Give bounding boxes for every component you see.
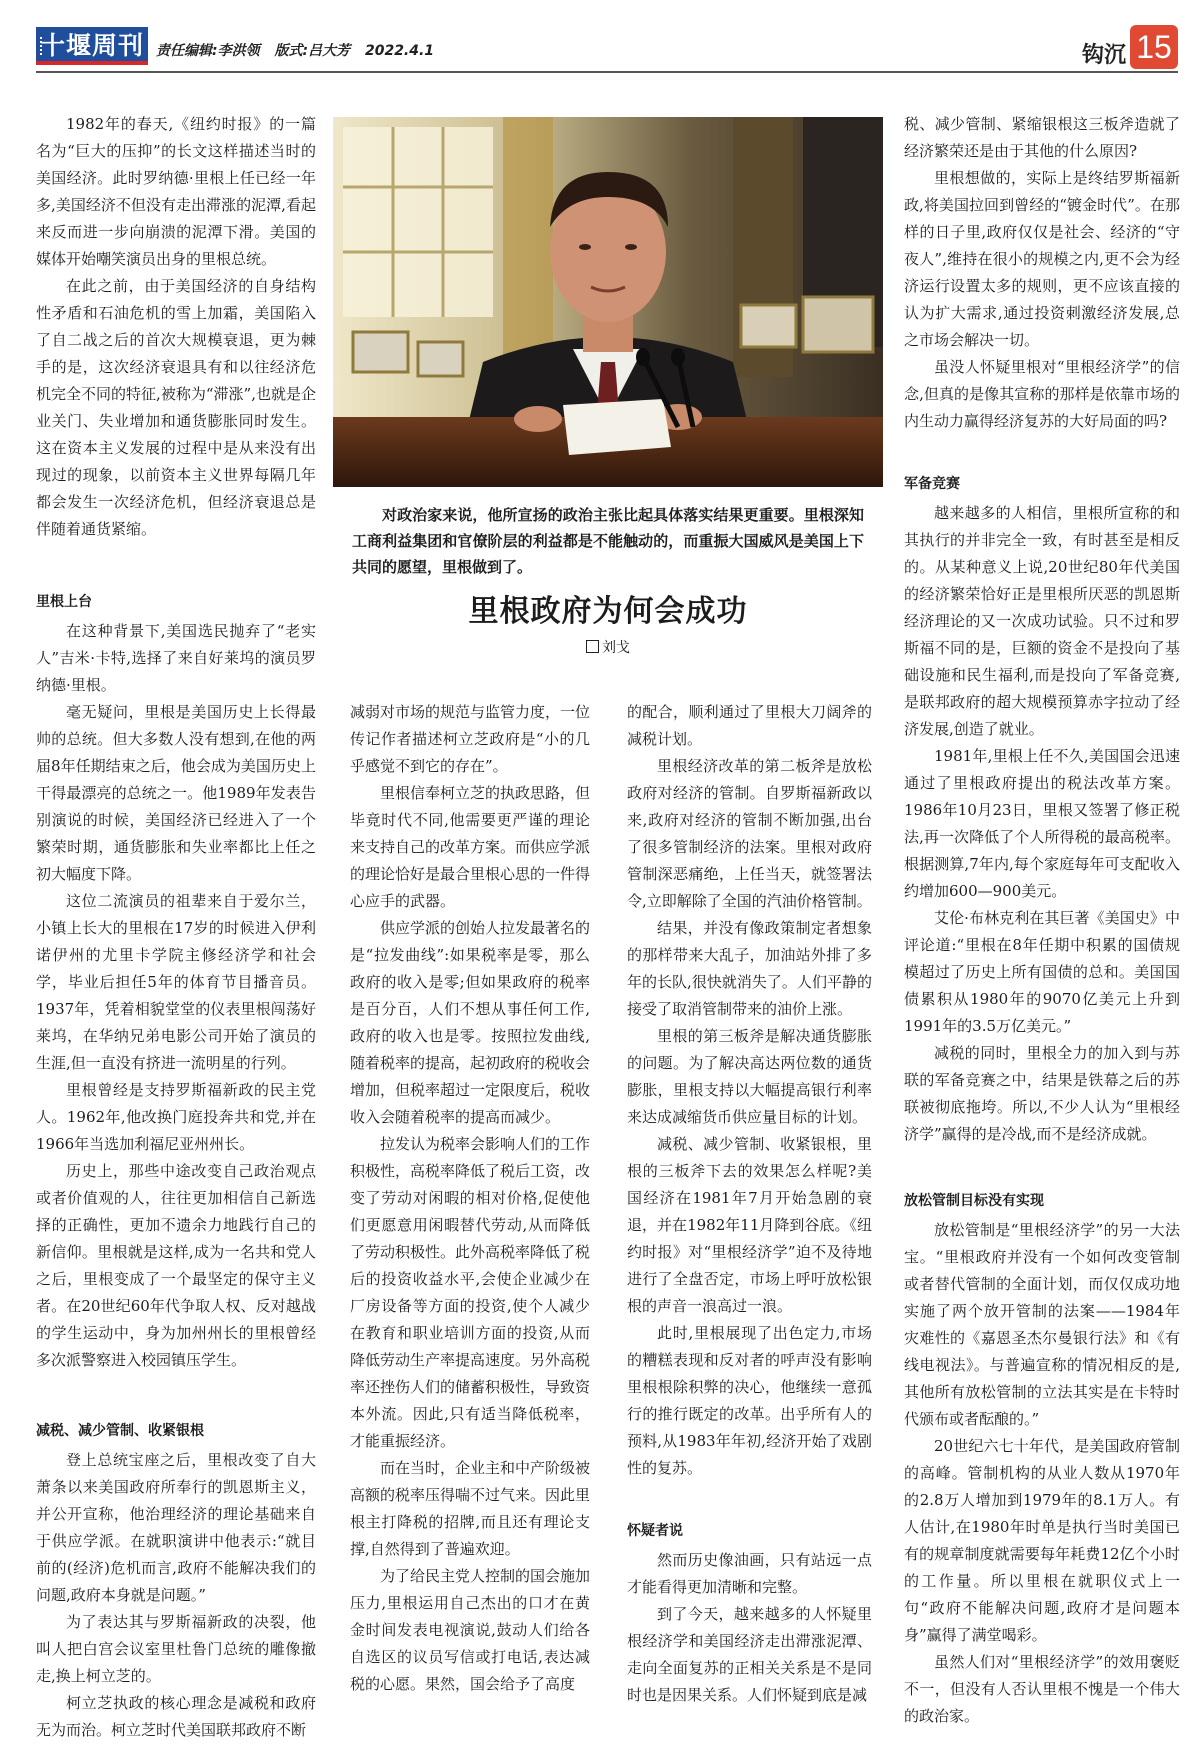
- paragraph: 拉发认为税率会影响人们的工作积极性，高税率降低了税后工资，改变了劳动对闲暇的相对价格,促使他们更愿意用闲暇替代劳动,从而降低了劳动积极性。此外高税率降低了税后的投资收益水平,会使企业减少在厂房设备等方面的投资,使个人减少在教育和职业培训方面的投资,从而降低劳动生产率提高速度。另外高税率还挫伤人们的储蓄积极性，导致资本外流。因此,只有适当降低税率，才能重振经济。: [350, 1135, 591, 1450]
- newspaper-logo: 十堰周刊: [36, 27, 148, 65]
- paragraph: 而在当时，企业主和中产阶级被高额的税率压得喘不过气来。因此里根主打降税的招牌,而且还有理论支撑,自然得到了普遍欢迎。: [350, 1459, 591, 1558]
- paragraph: 减税、减少管制、收紧银根，里根的三板斧下去的效果怎么样呢?美国经济在1981年7月开始急剧的衰退，并在1982年11月降到谷底。《纽约时报》对“里根经济学”迫不及待地进行了全盘否定，市场上呼吁放松银根的声音一浪高过一浪。: [627, 1135, 872, 1315]
- paragraph: 柯立芝执政的核心理念是减税和政府无为而治。柯立芝时代美国联邦政府不断: [36, 1694, 316, 1739]
- paragraph: 然而历史像油画，只有站远一点才能看得更加清晰和完整。: [627, 1551, 872, 1596]
- paragraph: 放松管制是“里根经济学”的另一大法宝。“里根政府并没有一个如何改变管制或者替代管制的全面计划，而仅仅成功地实施了两个放开管制的法案——1984年灾难性的《嘉恩圣杰尔曼银行法》和《有线电视法》。与普遍宣称的情况相反的是,其他所有放松管制的立法其实是在卡特时代颁布或者酝酿的。”: [904, 1221, 1180, 1428]
- author-name: 刘戈: [602, 640, 630, 656]
- paragraph: 历史上，那些中途改变自己政治观点或者价值观的人，往往更加相信自己新选择的正确性，更加不遗余力地践行自己的新信仰。里根就是这样,成为一名共和党人之后，里根变成了一个最坚定的保守主义者。在20世纪60年代争取人权、反对越战的学生运动中，身为加州州长的里根曾经多次派警察进入校园镇压学生。: [36, 1162, 316, 1369]
- byline: [333, 637, 883, 657]
- paragraph: 减弱对市场的规范与监管力度，一位传记作者描述柯立芝政府是“小的几乎感觉不到它的存在”。: [350, 703, 591, 775]
- section-heading: 军备竞赛: [904, 476, 960, 492]
- paragraph: 1982年的春天,《纽约时报》的一篇名为“巨大的压抑”的长文这样描述当时的美国经济。此时罗纳德·里根上任已经一年多,美国经济不但没有走出滞涨的泥潭,看起来反而进一步向崩溃的泥潭下滑。美国的媒体开始嘲笑演员出身的里根总统。: [36, 115, 316, 268]
- article-column-4: [904, 111, 1180, 1730]
- paragraph: 里根曾经是支持罗斯福新政的民主党人。1962年,他改换门庭投奔共和党,并在1966年当选加利福尼亚州州长。: [36, 1081, 316, 1153]
- header-rule: [36, 71, 1178, 73]
- article-column-3: [627, 699, 872, 1709]
- section-name: 钩沉: [1082, 43, 1127, 68]
- paragraph: 虽然人们对“里根经济学”的效用褒贬不一，但没有人否认里根不愧是一个伟大的政治家。: [904, 1653, 1180, 1725]
- paragraph: 为了表达其与罗斯福新政的决裂，他叫人把白宫会议室里杜鲁门总统的雕像撤走,换上柯立芝的。: [36, 1613, 316, 1685]
- byline-box-icon: [586, 640, 599, 653]
- paragraph: 艾伦·布林克利在其巨著《美国史》中评论道:“里根在8年任期中积累的国债规模超过了历史上所有国债的总和。美国国债累积从1980年的9070亿美元上升到1991年的3.5万亿美元。”: [904, 909, 1180, 1035]
- section-heading: 里根上台: [36, 594, 92, 610]
- issue-date: 2022.4.1: [364, 43, 435, 59]
- paragraph: 里根的第三板斧是解决通货膨胀的问题。为了解决高达两位数的通货膨胀，里根支持以大幅提高银行利率来达成减缩货币供应量目标的计划。: [627, 1027, 872, 1126]
- paragraph: 到了今天，越来越多的人怀疑里根经济学和美国经济走出滞涨泥潭、走向全面复苏的正相关关系是不是同时也是因果关系。人们怀疑到底是减: [627, 1605, 872, 1704]
- paragraph: 里根想做的，实际上是终结罗斯福新政,将美国拉回到曾经的“镀金时代”。在那样的日子里,政府仅仅是社会、经济的“守夜人”,维持在很小的规模之内,更不会为经济运行设置太多的规则，更不应该直接的认为扩大需求,通过投资刺激经济发展,总之市场会解决一切。: [904, 169, 1180, 349]
- paragraph: 里根经济改革的第二板斧是放松政府对经济的管制。自罗斯福新政以来,政府对经济的管制不断加强,出台了很多管制经济的法案。里根对政府管制深恶痛绝，上任当天，就签署法令,立即解除了全国的汽油价格管制。: [627, 757, 872, 910]
- paragraph: 在这种背景下,美国选民抛弃了“老实人”吉米·卡特,选择了来自好莱坞的演员罗纳德·里根。: [36, 622, 316, 694]
- section-heading: 怀疑者说: [627, 1523, 683, 1539]
- section-heading: 减税、减少管制、收紧银根: [36, 1423, 204, 1439]
- paragraph: 的配合，顺利通过了里根大刀阔斧的减税计划。: [627, 703, 872, 748]
- photo-illustration: [333, 117, 883, 487]
- paragraph: 结果，并没有像政策制定者想象的那样带来大乱子，加油站外排了多年的长队,很快就消失了。人们平静的接受了取消管制带来的油价上涨。: [627, 919, 872, 1018]
- paragraph: 在此之前，由于美国经济的自身结构性矛盾和石油危机的雪上加霜，美国陷入了自二战之后的首次大规模衰退，更为棘手的是，这次经济衰退具有和以往经济危机完全不同的特征,被称为“滞涨”,也就是企业关门、失业增加和通货膨胀同时发生。这在资本主义发展的过程中是从来没有出现过的现象，以前资本主义世界每隔几年都会发生一次经济危机，但经济衰退总是伴随着通货紧缩。: [36, 277, 316, 538]
- article-column-1: [36, 111, 316, 1744]
- photo-caption: 对政治家来说，他所宣扬的政治主张比起具体落实结果更重要。里根深知工商利益集团和官僚阶层的利益都是不能触动的，而重振大国威风是美国上下共同的愿望，里根做到了。: [352, 506, 864, 576]
- header-meta: [156, 40, 444, 60]
- paragraph: 税、减少管制、紧缩银根这三板斧造就了经济繁荣还是由于其他的什么原因?: [904, 115, 1180, 160]
- reagan-photo: [333, 117, 883, 487]
- paragraph: 减税的同时，里根全力的加入到与苏联的军备竞赛之中，结果是铁幕之后的苏联被彻底拖垮。所以,不少人认为“里根经济学”赢得的是冷战,而不是经济成就。: [904, 1044, 1180, 1143]
- page-number-badge: 15: [1130, 25, 1178, 69]
- article-title: 里根政府为何会成功: [468, 594, 748, 629]
- article-column-2: [350, 699, 590, 1698]
- paragraph: 里根信奉柯立芝的执政思路，但毕竟时代不同,他需要更严谨的理论来支持自己的改革方案。而供应学派的理论恰好是最合里根心思的一件得心应手的武器。: [350, 784, 591, 910]
- paragraph: 虽没人怀疑里根对“里根经济学”的信念,但真的是像其宣称的那样是依靠市场的内生动力赢得经济复苏的大好局面的吗?: [904, 358, 1180, 430]
- paragraph: 供应学派的创始人拉发最著名的是“拉发曲线”:如果税率是零，那么政府的收入是零;但如果政府的税率是百分百，人们不想从事任何工作,政府的收入也是零。按照拉发曲线,随着税率的提高，起初政府的税收会增加，但税率超过一定限度后，税收收入会随着税率的提高而减少。: [350, 919, 591, 1126]
- section-heading: 放松管制目标没有实现: [904, 1193, 1044, 1209]
- layout-credit: 版式:吕大芳: [274, 43, 351, 59]
- editor-credit: 责任编辑:李洪领: [156, 43, 260, 59]
- paragraph: 此时,里根展现了出色定力,市场的糟糕表现和反对者的呼声没有影响里根根除积弊的决心，他继续一意孤行的推行既定的改革。出乎所有人的预料,从1983年年初,经济开始了戏剧性的复苏。: [627, 1324, 872, 1477]
- paragraph: 为了给民主党人控制的国会施加压力,里根运用自己杰出的口才在黄金时间发表电视演说,鼓动人们给各自选区的议员写信或打电话,表达减税的心愿。果然，国会给予了高度: [350, 1567, 591, 1693]
- paragraph: 越来越多的人相信，里根所宣称的和其执行的并非完全一致，有时甚至是相反的。从某种意义上说,20世纪80年代美国的经济繁荣恰好正是里根所厌恶的凯恩斯经济理论的又一次成功试验。只不过和罗斯福不同的是，巨额的资金不是投向了基础设施和民生福利,而是投向了军备竞赛,是联邦政府的超大规模预算赤字拉动了经济发展,创造了就业。: [904, 504, 1180, 738]
- paragraph: 20世纪六七十年代，是美国政府管制的高峰。管制机构的从业人数从1970年的2.8万人增加到1979年的8.1万人。有人估计,在1980年时单是执行当时美国已有的规章制度就需要每年耗费12亿个小时的工作量。所以里根在就职仪式上一句“政府不能解决问题,政府才是问题本身”赢得了满堂喝彩。: [904, 1437, 1180, 1644]
- paragraph: 这位二流演员的祖辈来自于爱尔兰，小镇上长大的里根在17岁的时候进入伊利诺伊州的尤里卡学院主修经济学和社会学，毕业后担任5年的体育节目播音员。1937年，凭着相貌堂堂的仪表里根闯荡好莱坞，在华纳兄弟电影公司开始了演员的生涯,但一直没有挤进一流明星的行列。: [36, 892, 316, 1072]
- paragraph: 登上总统宝座之后，里根改变了自大萧条以来美国政府所奉行的凯恩斯主义，并公开宣称，他治理经济的理论基础来自于供应学派。在就职演讲中他表示:“就目前的(经济)危机而言,政府不能解决我们的问题,政府本身就是问题。”: [36, 1451, 316, 1604]
- paragraph: 毫无疑问，里根是美国历史上长得最帅的总统。但大多数人没有想到,在他的两届8年任期结束之后，他会成为美国历史上干得最漂亮的总统之一。他1989年发表告别演说的时候，美国经济已经进入了一个繁荣时期，通货膨胀和失业率都比上任之初大幅度下降。: [36, 703, 316, 883]
- paragraph: 1981年,里根上任不久,美国国会迅速通过了里根政府提出的税法改革方案。1986年10月23日，里根又签署了修正税法,再一次降低了个人所得税的最高税率。根据测算,7年内,每个家庭每年可支配收入约增加600—900美元。: [904, 747, 1180, 900]
